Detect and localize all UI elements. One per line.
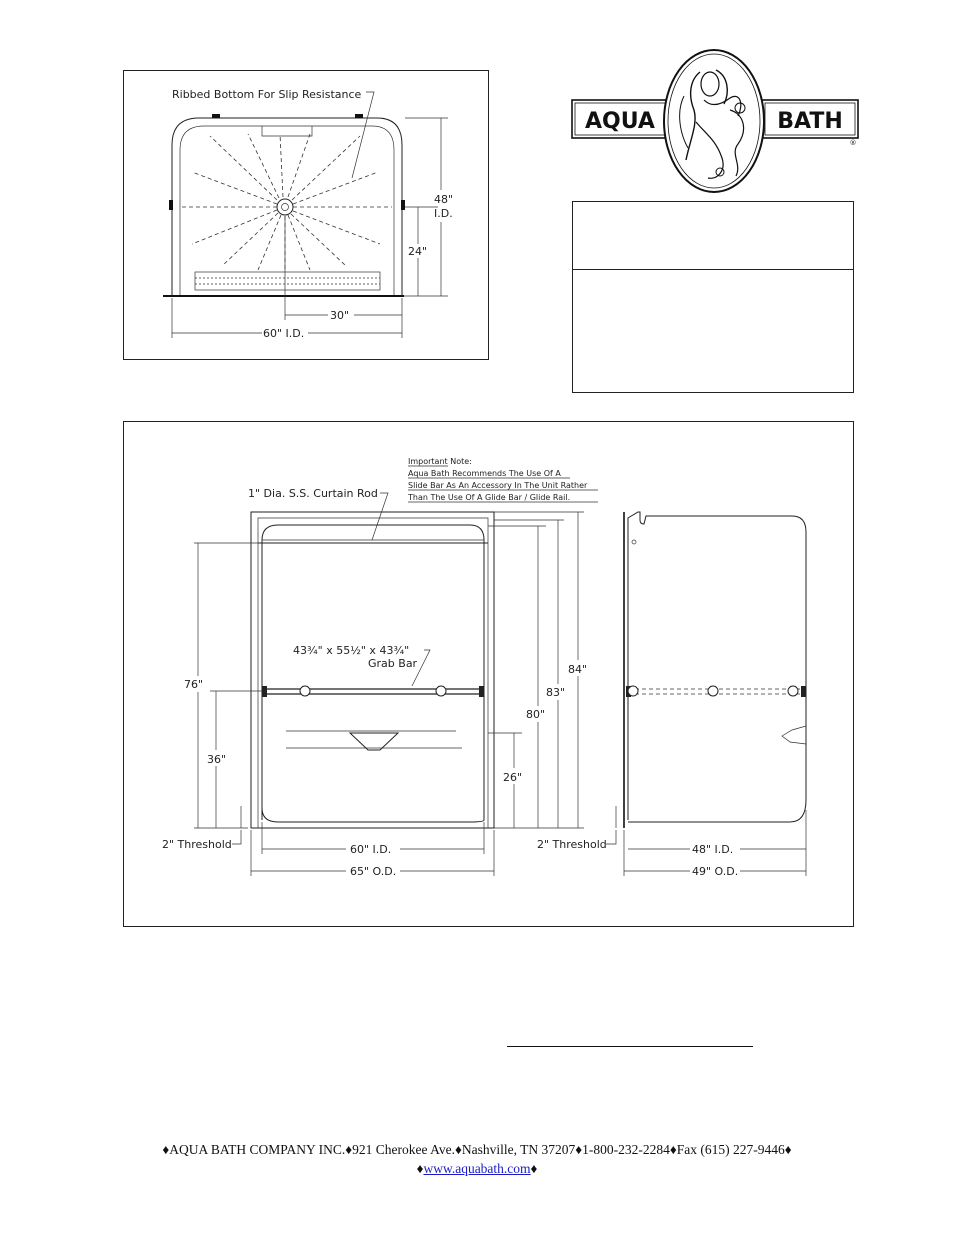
note-line-3: Than The Use Of A Glide Bar / Glide Rail.	[408, 493, 571, 502]
dim-49-od: 49" O.D.	[692, 865, 739, 878]
logo-word-right: BATH	[777, 109, 843, 134]
grab-bar-dims: 43¾" x 55½" x 43¾"	[293, 644, 410, 657]
registered-mark: ®	[849, 139, 857, 147]
dim-24: 24"	[408, 245, 428, 258]
company-contact-line: ♦AQUA BATH COMPANY INC.♦921 Cherokee Ave.♦Nashville, TN 37207♦1-800-232-2284♦Fax (615) 227-9446♦	[162, 1142, 792, 1157]
website-link[interactable]: www.aquabath.com	[423, 1161, 531, 1176]
diamond-right: ♦	[530, 1161, 538, 1176]
website-line	[0, 1159, 954, 1178]
dim-48-id-value: 48"	[434, 193, 454, 206]
note-line-2: Slide Bar As An Accessory In The Unit Rather	[408, 481, 588, 490]
signature-line	[507, 1046, 753, 1047]
ribbed-bottom-callout: Ribbed Bottom For Slip Resistance	[172, 88, 362, 101]
dim-60-id: 60" I.D.	[263, 327, 305, 340]
company-footer	[0, 1140, 954, 1178]
threshold-right-label: 2" Threshold	[537, 838, 607, 851]
dim-84: 84"	[568, 663, 588, 676]
dim-36: 36"	[207, 753, 227, 766]
side-elevation-drawing	[537, 512, 806, 878]
curtain-rod-label: 1" Dia. S.S. Curtain Rod	[248, 487, 378, 500]
threshold-left-label: 2" Threshold	[162, 838, 232, 851]
dim-76: 76"	[184, 678, 204, 691]
dim-60-id-front: 60" I.D.	[350, 843, 392, 856]
dim-80: 80"	[526, 708, 546, 721]
dim-48-id-unit: I.D.	[434, 207, 453, 220]
logo-word-left: AQUA	[585, 109, 655, 134]
aqua-bath-logo	[572, 50, 858, 192]
dim-30: 30"	[330, 309, 350, 322]
front-elevation-drawing	[162, 457, 598, 878]
dim-26: 26"	[503, 771, 523, 784]
dim-48-id-side: 48" I.D.	[692, 843, 734, 856]
note-line-1: Aqua Bath Recommends The Use Of A	[408, 469, 561, 478]
diamond-left: ♦	[416, 1161, 424, 1176]
plan-view-drawing	[163, 88, 453, 340]
dim-65-od: 65" O.D.	[350, 865, 397, 878]
dim-83: 83"	[546, 686, 566, 699]
grab-bar-label: Grab Bar	[368, 657, 418, 670]
note-title: Important Note:	[408, 457, 472, 466]
